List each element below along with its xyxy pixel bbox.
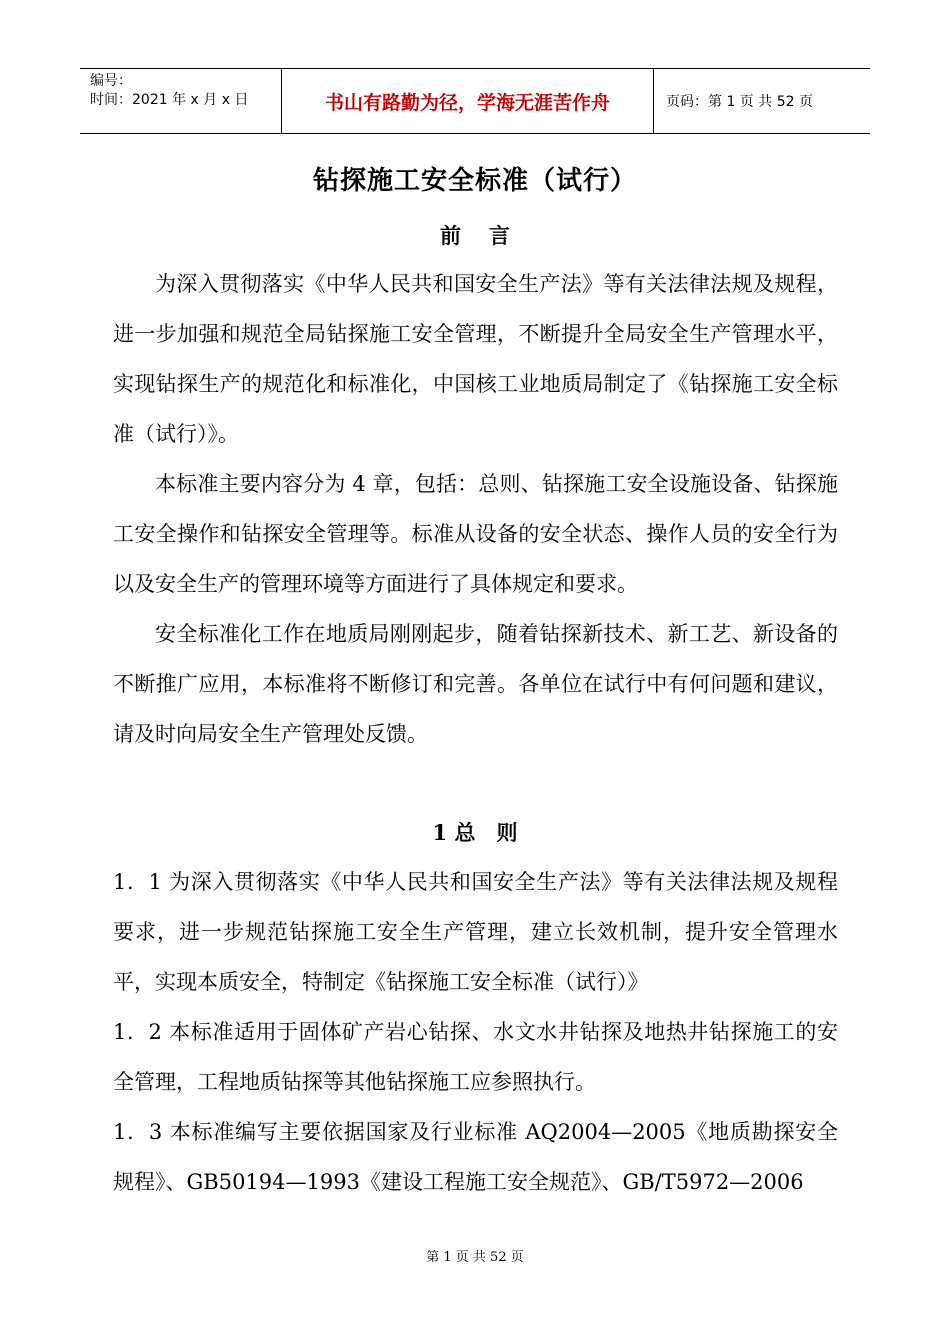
clause-1-2: 1．2 本标准适用于固体矿产岩心钻探、水文水井钻探及地热井钻探施工的安全管理，工程地质钻探等其他钻探施工应参照执行。 [113, 1020, 838, 1094]
preface-paragraph-1: 为深入贯彻落实《中华人民共和国安全生产法》等有关法律法规及规程，进一步加强和规范全局钻探施工安全管理，不断提升全局安全生产管理水平，实现钻探生产的规范化和标准化，中国核工业地质局制定了《钻探施工安全标准（试行）》。 [113, 272, 838, 446]
document-date-label: 时间：2021 年 x 月 x 日 [90, 92, 249, 108]
preface-paragraph-2: 本标准主要内容分为 4 章，包括：总则、钻探施工安全设施设备、钻探施工安全操作和钻探安全管理等。标准从设备的安全状态、操作人员的安全行为以及安全生产的管理环境等方面进行了具体规定和要求。 [113, 472, 838, 596]
clause-1-1: 1．1 为深入贯彻落实《中华人民共和国安全生产法》等有关法律法规及规程要求，进一步规范钻探施工安全生产管理，建立长效机制，提升安全管理水平，实现本质安全，特制定《钻探施工安全标准（试行）》 [113, 870, 838, 994]
header-motto: 书山有路勤为径，学海无涯苦作舟 [282, 69, 654, 133]
header-page-info: 页码：第 1 页 共 52 页 [666, 94, 813, 110]
clause-1-3: 1．3 本标准编写主要依据国家及行业标准 AQ2004—2005《地质勘探安全规程》、GB50194—1993《建设工程施工安全规范》、GB/T5972—2006 [113, 1120, 838, 1194]
chapter-1-heading: 1 总 则 [432, 820, 518, 845]
document-title: 钻探施工安全标准（试行） [312, 166, 637, 196]
header-meta-cell [80, 69, 282, 133]
preface-paragraph-3: 安全标准化工作在地质局刚刚起步，随着钻探新技术、新工艺、新设备的不断推广应用，本标准将不断修订和完善。各单位在试行中有何问题和建议，请及时向局安全生产管理处反馈。 [113, 622, 838, 746]
document-header [80, 68, 870, 134]
document-number-label: 编号： [90, 73, 132, 89]
preface-heading: 前言 [440, 223, 538, 248]
page-footer: 第 1 页 共 52 页 [426, 1250, 524, 1265]
